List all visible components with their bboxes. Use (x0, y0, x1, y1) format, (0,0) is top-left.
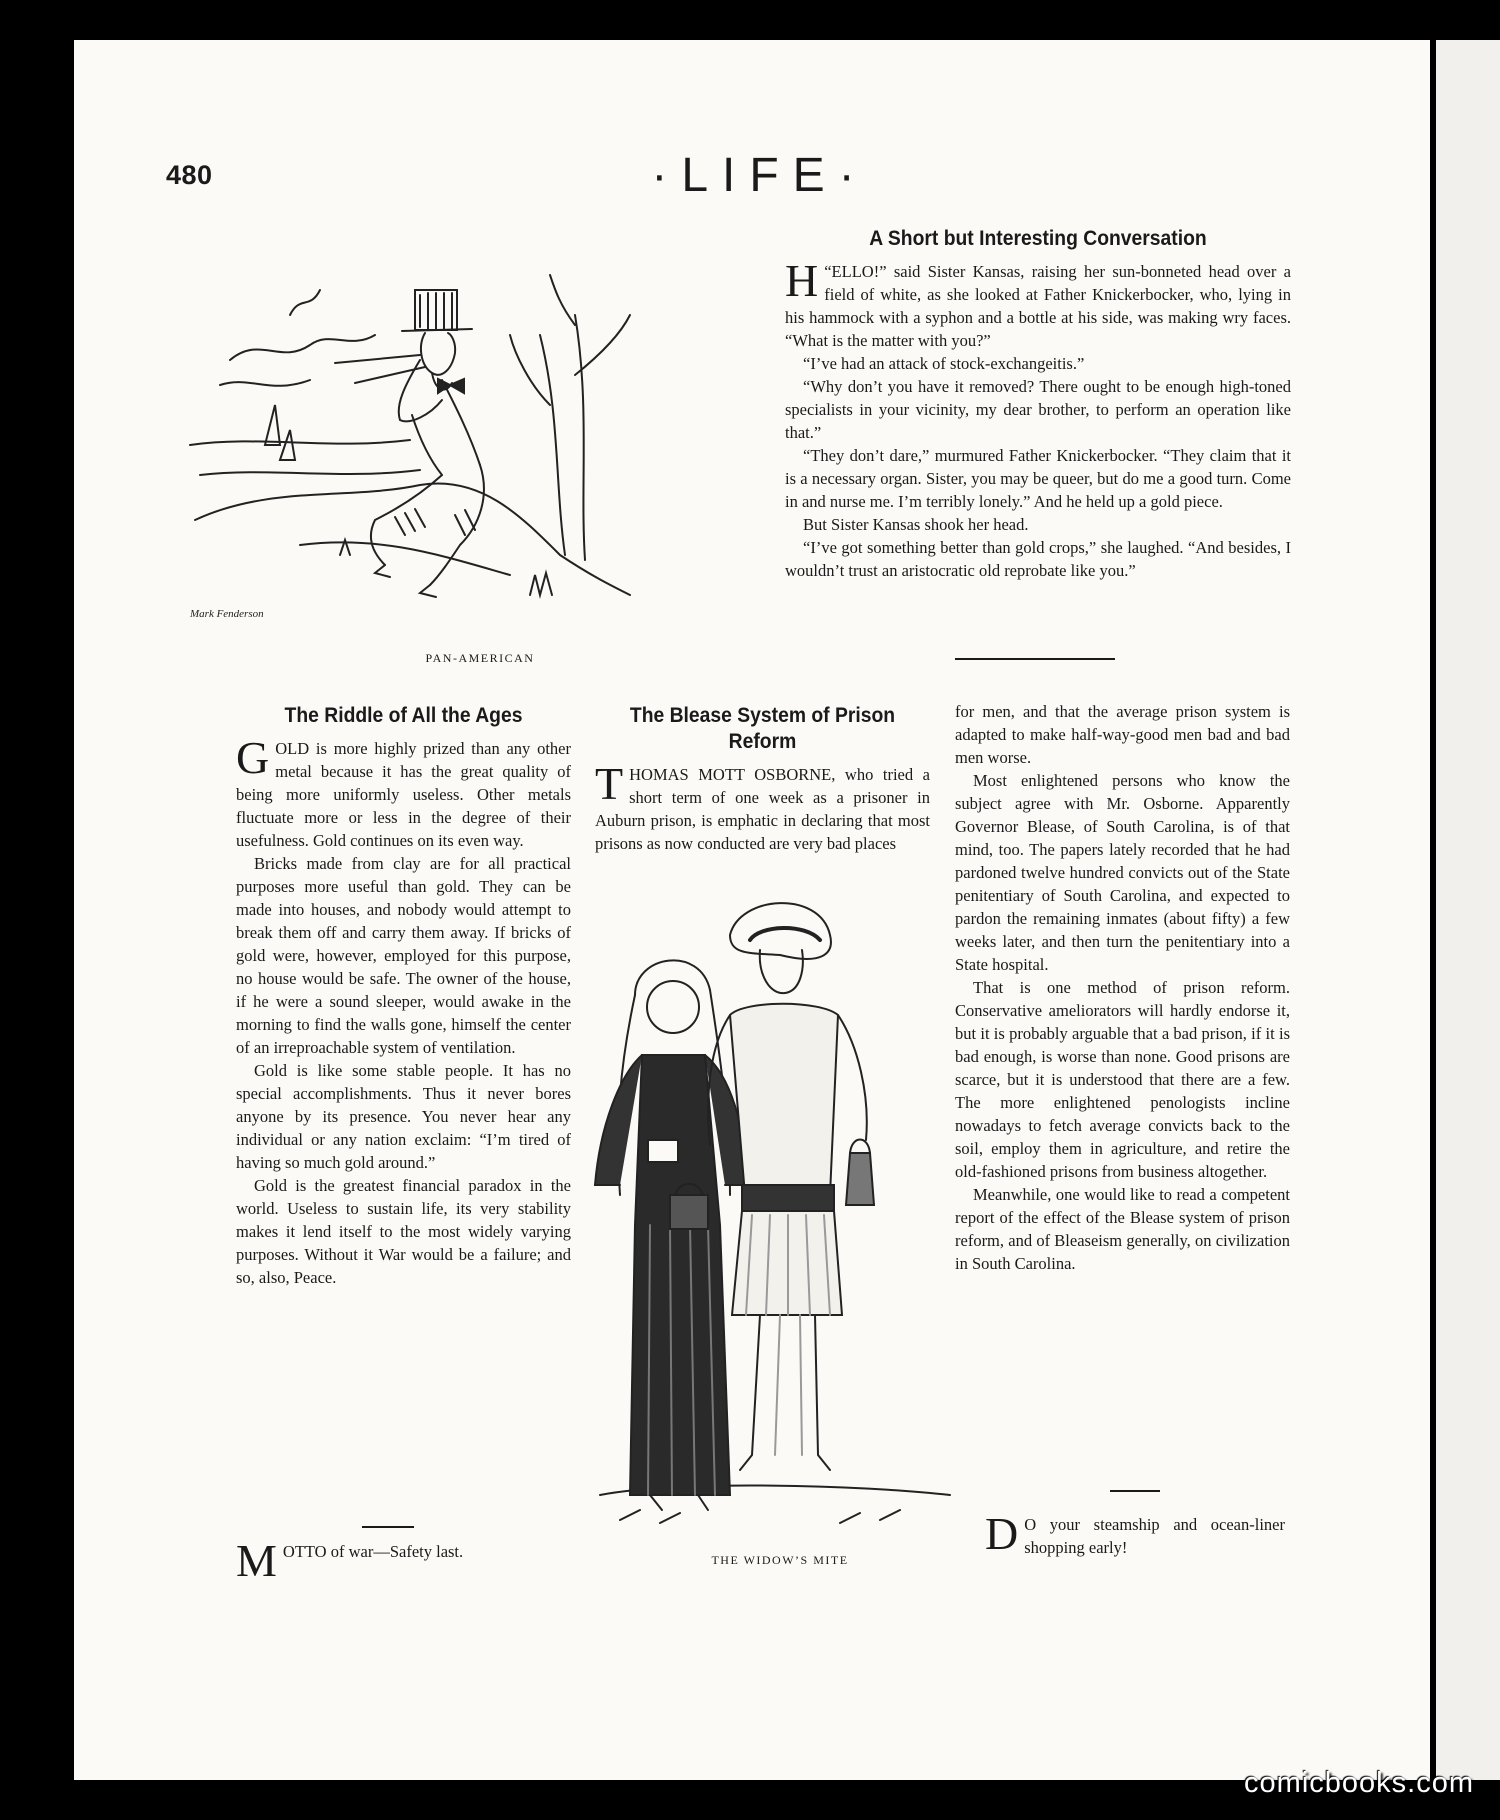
article-blease (595, 703, 930, 855)
section-divider (362, 1526, 414, 1528)
article-blease-title: The Blease System of Prison Reform (629, 704, 896, 753)
article-motto (236, 1535, 571, 1586)
article-steamship (985, 1508, 1285, 1559)
paragraph: “They don’t dare,” murmured Father Knickerbocker. “They claim that it is a necessary organ. Sister, you may be queer, but do me a good turn. Come in and nurse me. I’m terribly lonely.” And he held up a gold piece. (785, 446, 1291, 511)
illustrator-signature: Mark Fenderson (190, 608, 264, 620)
watermark: comicbooks.com (1244, 1767, 1474, 1799)
motto-text: OTTO of war—Safety last. (282, 1542, 464, 1561)
paragraph: Meanwhile, one would like to read a competent report of the effect of the Blease system of prison reform, and of Bleaseism generally, on civilization in South Carolina. (955, 1185, 1290, 1273)
facing-page-edge (1436, 40, 1500, 1780)
paragraph: for men, and that the average prison system is adapted to make half-way-good men bad and bad men worse. (955, 702, 1290, 767)
article-blease-continued (955, 700, 1290, 1275)
paragraph: “ELLO!” said Sister Kansas, raising her sun-bonneted head over a field of white, as she looked at Father Knickerbocker, who, lying in his hammock with a syphon and a bottle at his side, was making wry faces. “What is the matter with you?” (785, 262, 1291, 350)
dropcap: D (985, 1508, 1019, 1559)
article-riddle (236, 703, 571, 1289)
paragraph: Gold is the greatest financial paradox in the world. Useless to sustain life, its very stability makes it lend itself to the most widely varying purposes. Without it War would be a failure; and so, also, Peace. (236, 1176, 571, 1287)
page-number: 480 (166, 160, 213, 190)
paragraph: But Sister Kansas shook her head. (803, 515, 1029, 534)
widows-mite-caption: THE WIDOW’S MITE (711, 1553, 849, 1567)
article-riddle-title: The Riddle of All the Ages (284, 704, 523, 727)
article-blease-body (595, 758, 930, 855)
dropcap: T (595, 758, 624, 809)
paragraph: Gold is like some stable people. It has no special accomplishments. Thus it never bores anyone by its presence. You never hear any individual or any nation exclaim: “I’m tired of having so much gold around.” (236, 1061, 571, 1172)
paragraph: Most enlightened persons who know the subject agree with Mr. Osborne. Apparently Governor Blease, of South Carolina, is of that mind, too. The papers lately recorded that he had pardoned twelve hundred convicts out of the State penitentiary of South Carolina, and expected to pardon the remaining inmates (about fifty) a few weeks later, and then turn the penitentiary into a State hospital. (955, 771, 1290, 974)
section-divider (955, 658, 1115, 660)
paragraph: That is one method of prison reform. Conservative ameliorators will hardly endorse it, but it is probably arguable that a bad prison, if it is bad enough, is worse than none. Good prisons are scarce, but it is understood that there are a few. The more enlightened penologists incline nowadays to fetch average convicts back to the soil, employ them in agriculture, and retire the old-fashioned prisons from business altogether. (955, 978, 1290, 1181)
paragraph: “Why don’t you have it removed? There ought to be enough high-toned specialists in your vicinity, my dear brother, to perform an operation like that.” (785, 377, 1291, 442)
dropcap: H (785, 255, 819, 306)
masthead: ·LIFE· (651, 149, 869, 202)
paragraph: HOMAS MOTT OSBORNE, who tried a short term of one week as a prisoner in Auburn prison, is emphatic in declaring that most prisons as now conducted are very bad places (595, 765, 930, 853)
article-riddle-body (236, 732, 571, 1289)
paragraph: “I’ve had an attack of stock-exchangeitis.” (803, 354, 1085, 373)
pan-american-caption: PAN-AMERICAN (425, 651, 535, 665)
article-blease-continued-body (955, 700, 1290, 1275)
dropcap: G (236, 732, 270, 783)
article-conversation (785, 226, 1291, 582)
steamship-text: O your steamship and ocean-liner shopping early! (1024, 1515, 1285, 1557)
section-divider (1110, 1490, 1160, 1492)
article-conversation-body (785, 255, 1291, 582)
paragraph: OLD is more highly prized than any other metal because it has the great quality of being more uniformly useless. Other metals fluctuate more or less in the degree of their usefulness. Gold continues on its even way. (236, 739, 571, 850)
paragraph: “I’ve got something better than gold crops,” she laughed. “And besides, I wouldn’t trust an aristocratic old reprobate like you.” (785, 538, 1291, 580)
dropcap: M (236, 1535, 277, 1586)
pan-american-illustration (180, 255, 640, 645)
widows-mite-illustration (580, 895, 965, 1555)
article-conversation-title: A Short but Interesting Conversation (869, 227, 1207, 250)
paragraph: Bricks made from clay are for all practical purposes more useful than gold. They can be made into houses, and nobody would attempt to break them off and carry them away. If bricks of gold were, however, employed for this purpose, no house would be safe. The owner of the house, if he were a sound sleeper, would awake in the morning to find the walls gone, himself the center of an irreproachable system of ventilation. (236, 854, 571, 1057)
